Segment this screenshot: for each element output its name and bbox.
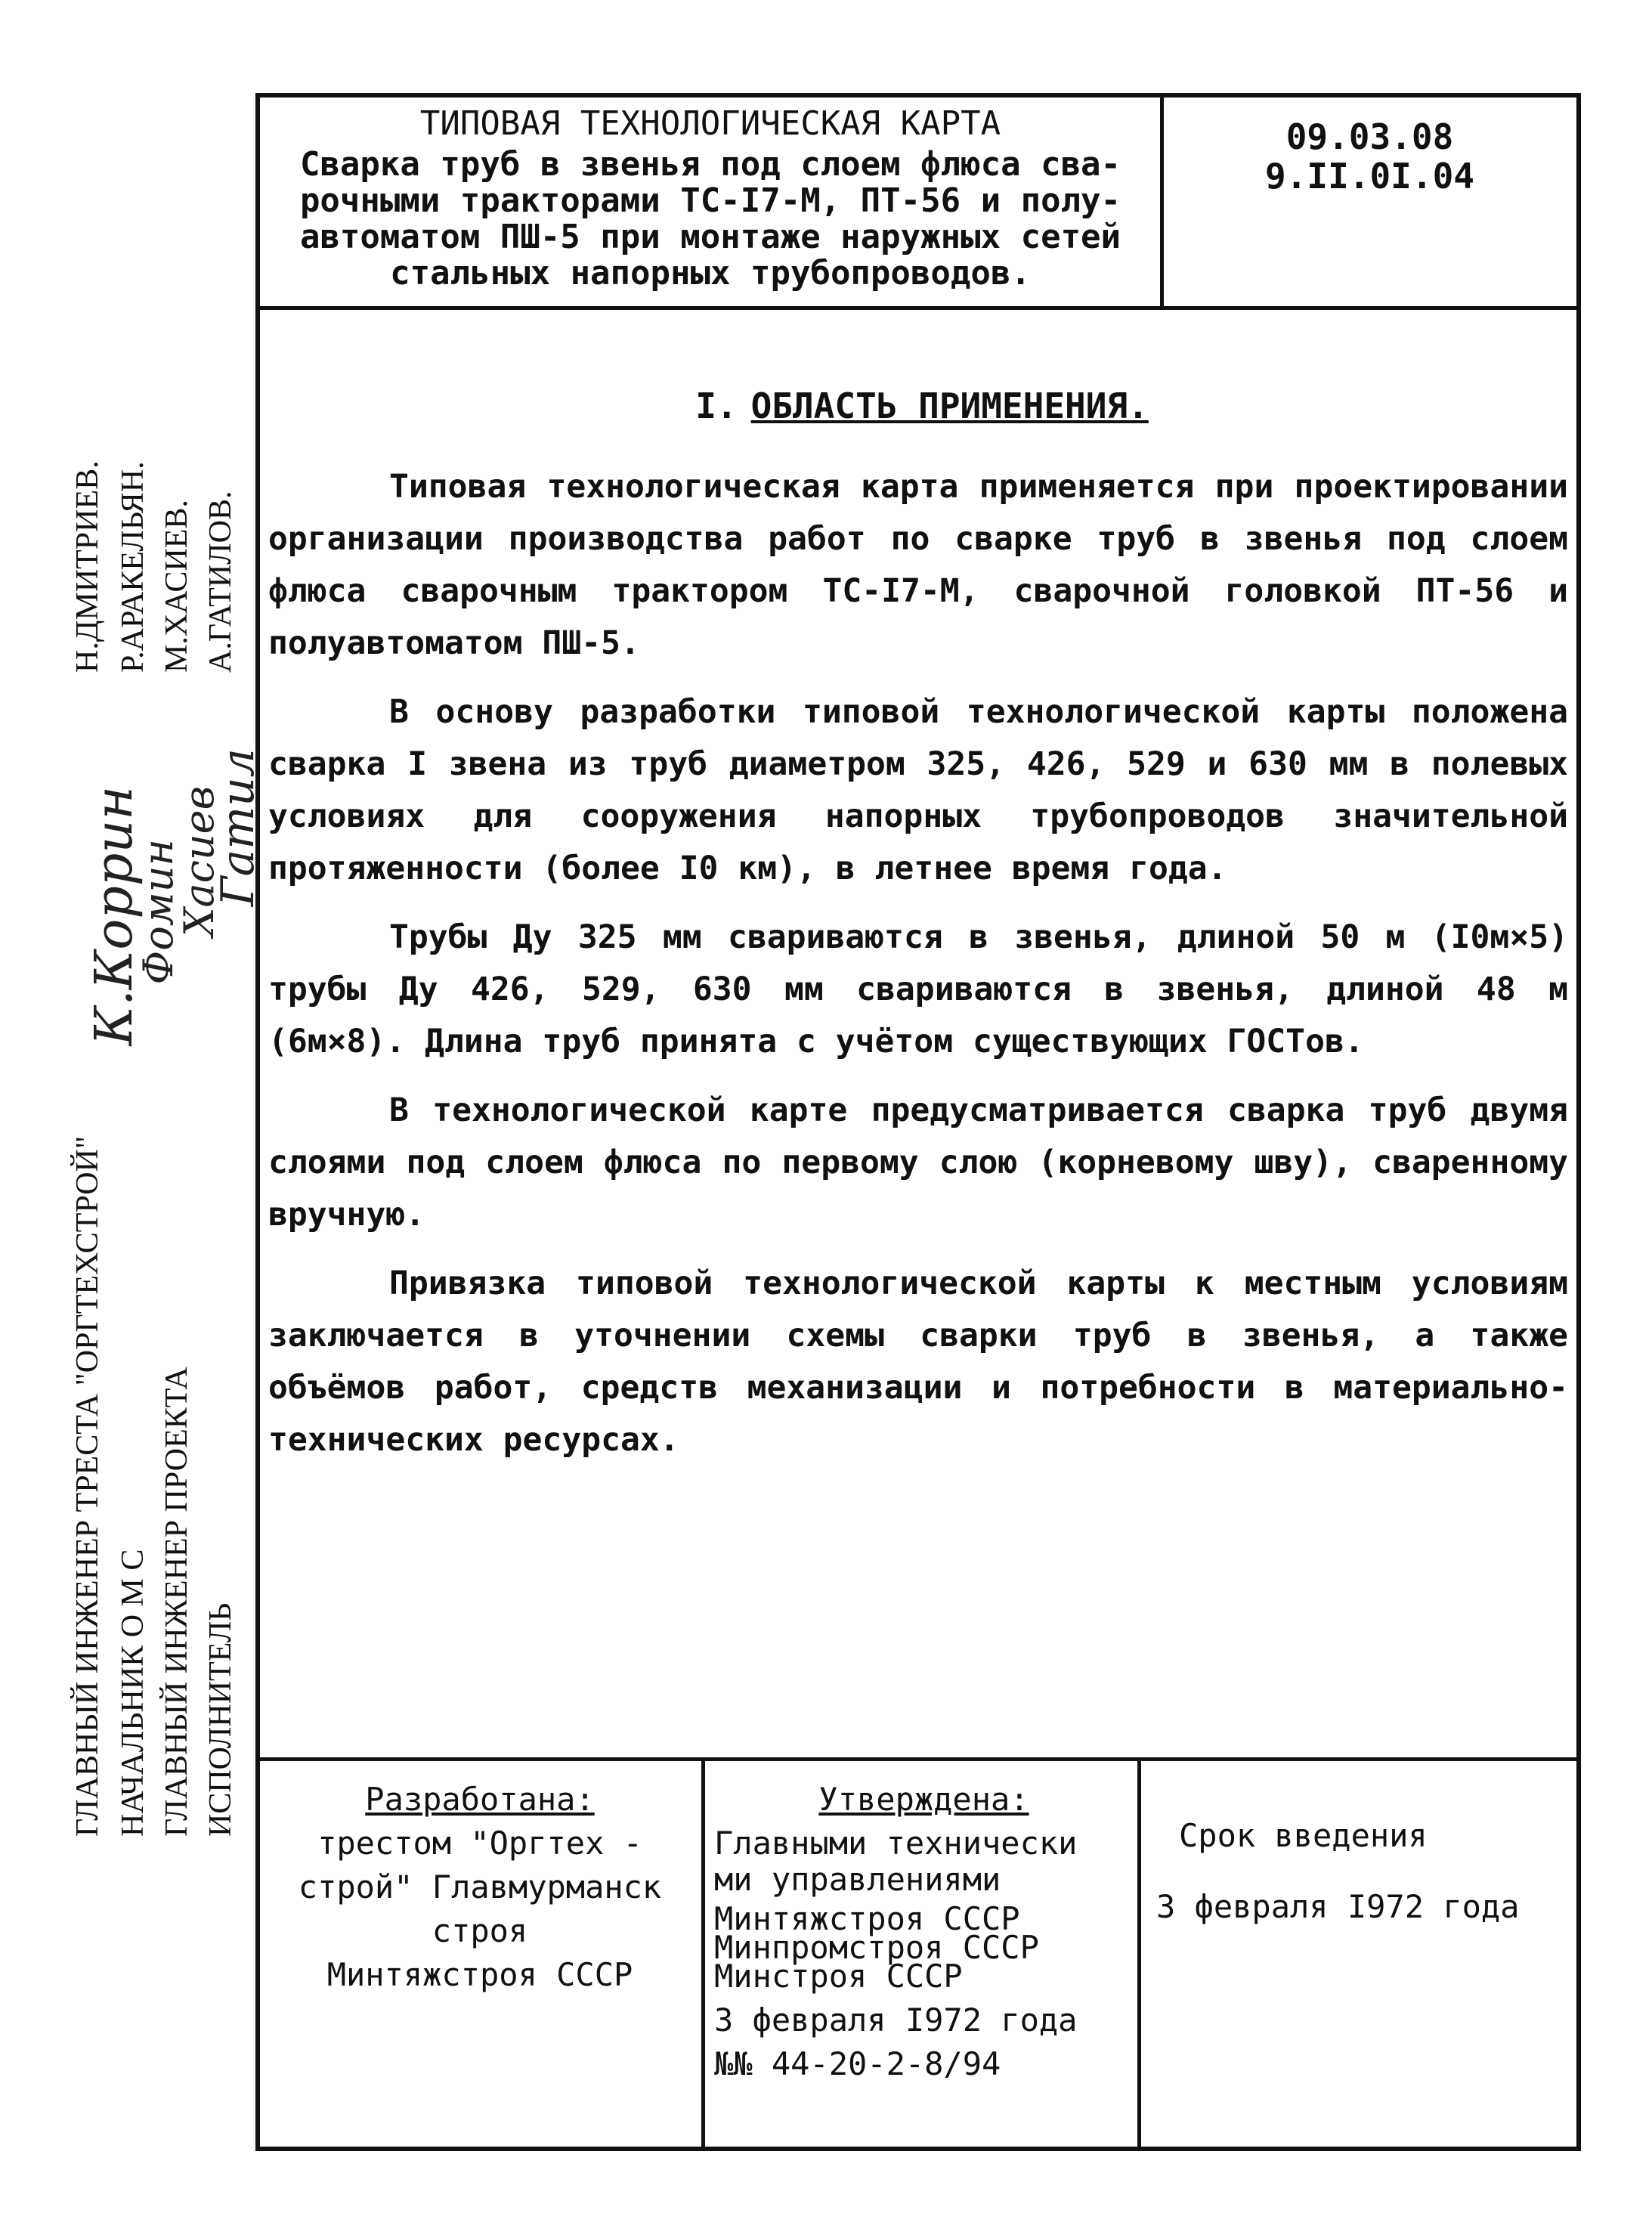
approved-line-3: Минтяжстроя СССР <box>714 1900 1020 1937</box>
header-divider <box>255 306 1581 310</box>
footer-vdivider-1 <box>701 1757 705 2150</box>
approved-line-5: Минстроя СССР <box>714 1958 963 1995</box>
sidebar-name-4: А.ГАТИЛОВ. <box>203 491 238 673</box>
document-code-1: 09.03.08 <box>1285 116 1454 157</box>
body-text <box>268 461 1568 1483</box>
footer-approved <box>714 1778 1134 2086</box>
footer-divider <box>255 1757 1581 1761</box>
effective-label: Срок введения <box>1179 1817 1428 1854</box>
footer-effective <box>1156 1814 1572 1929</box>
header-title-block <box>265 106 1156 292</box>
signature-3: Хасиев <box>175 786 223 937</box>
developed-line-2: строй" Главмурманск <box>298 1868 662 1905</box>
document-title: ТИПОВАЯ ТЕХНОЛОГИЧЕСКАЯ КАРТА <box>419 104 1001 143</box>
subtitle-line-2: рочными тракторами ТС-I7-М, ПТ-56 и полу- <box>299 181 1121 220</box>
sidebar-name-1: Н.ДМИТРИЕВ. <box>70 460 105 673</box>
sidebar-name-2: Р.АРАКЕЛЬЯН. <box>116 461 150 673</box>
section-heading <box>265 385 1579 426</box>
approved-line-4: Минпромстроя СССР <box>714 1929 1039 1966</box>
paragraph-3: Трубы Ду 325 мм свариваются в звенья, длиной 50 м (I0м×5) трубы Ду 426, 529, 630 мм свариваются в звенья, длиной 48 м (6м×8). Длина труб принята с учётом существующих ГОСТов. <box>268 918 1568 1060</box>
sidebar-role-3: ГЛАВНЫЙ ИНЖЕНЕР ПРОЕКТА <box>159 1367 194 1837</box>
paragraph-5: Привязка типовой технологической карты к местным условиям заключается в уточнении схемы сварки труб в звенья, а также объёмов работ, средств механизации и потребности в материально-технических ресурсах. <box>268 1265 1568 1459</box>
signature-2: Фомин <box>135 839 182 985</box>
footer-developed <box>268 1778 691 1997</box>
section-number: I. <box>695 385 738 426</box>
approved-line-6: 3 февраля I972 года <box>714 2001 1078 2039</box>
approved-line-7: №№ 44-20-2-8/94 <box>714 2045 1001 2082</box>
subtitle-line-4: стальных напорных трубопроводов. <box>390 254 1031 293</box>
subtitle-line-1: Сварка труб в звенья под слоем флюса сва- <box>299 145 1121 184</box>
developed-line-1: трестом "Оргтех - <box>317 1825 642 1862</box>
section-title: ОБЛАСТЬ ПРИМЕНЕНИЯ. <box>750 385 1149 426</box>
developed-line-4: Минтяжстроя СССР <box>326 1956 633 1993</box>
effective-date: 3 февраля I972 года <box>1156 1888 1520 1925</box>
sidebar-role-2: НАЧАЛЬНИК О М С <box>116 1549 150 1837</box>
sidebar-role-1: ГЛАВНЫЙ ИНЖЕНЕР ТРЕСТА "ОРГТЕХСТРОЙ" <box>70 1135 105 1837</box>
developed-line-3: строя <box>432 1912 528 1949</box>
document-code-2: 9.II.0I.04 <box>1265 156 1474 197</box>
approved-line-2: ми управлениями <box>714 1861 1001 1898</box>
paragraph-4: В технологической карте предусматривается сварка труб двумя слоями под слоем флюса по первому слою (корневому шву), сваренному вручную. <box>268 1091 1568 1234</box>
signature-1: К.Коррин <box>85 786 144 1046</box>
paragraph-1: Типовая технологическая карта применяется при проектировании организации производства работ по сварке труб в звенья под слоем флюса сварочным трактором ТС-I7-М, сварочной головкой ПТ-56 и полуавтоматом ПШ-5. <box>268 468 1568 662</box>
approved-heading: Утверждена: <box>818 1781 1029 1818</box>
approved-line-1: Главными технически <box>714 1825 1078 1862</box>
paragraph-2: В основу разработки типовой технологической карты положена сварка I звена из труб диаметром 325, 426, 529 и 630 мм в полевых условиях для сооружения напорных трубопроводов значительной протяженности (более I0 км), в летнее время года. <box>268 693 1568 887</box>
signature-4: Гатил <box>212 748 265 907</box>
developed-heading: Разработана: <box>365 1781 595 1818</box>
header-vdivider <box>1160 93 1164 308</box>
footer-vdivider-2 <box>1137 1757 1141 2150</box>
sidebar-name-3: М.ХАСИЕВ. <box>159 500 194 673</box>
sidebar-role-4: ИСПОЛНИТЕЛЬ <box>203 1602 238 1837</box>
document-codes <box>1168 117 1572 196</box>
subtitle-line-3: автоматом ПШ-5 при монтаже наружных сетей <box>299 218 1121 256</box>
